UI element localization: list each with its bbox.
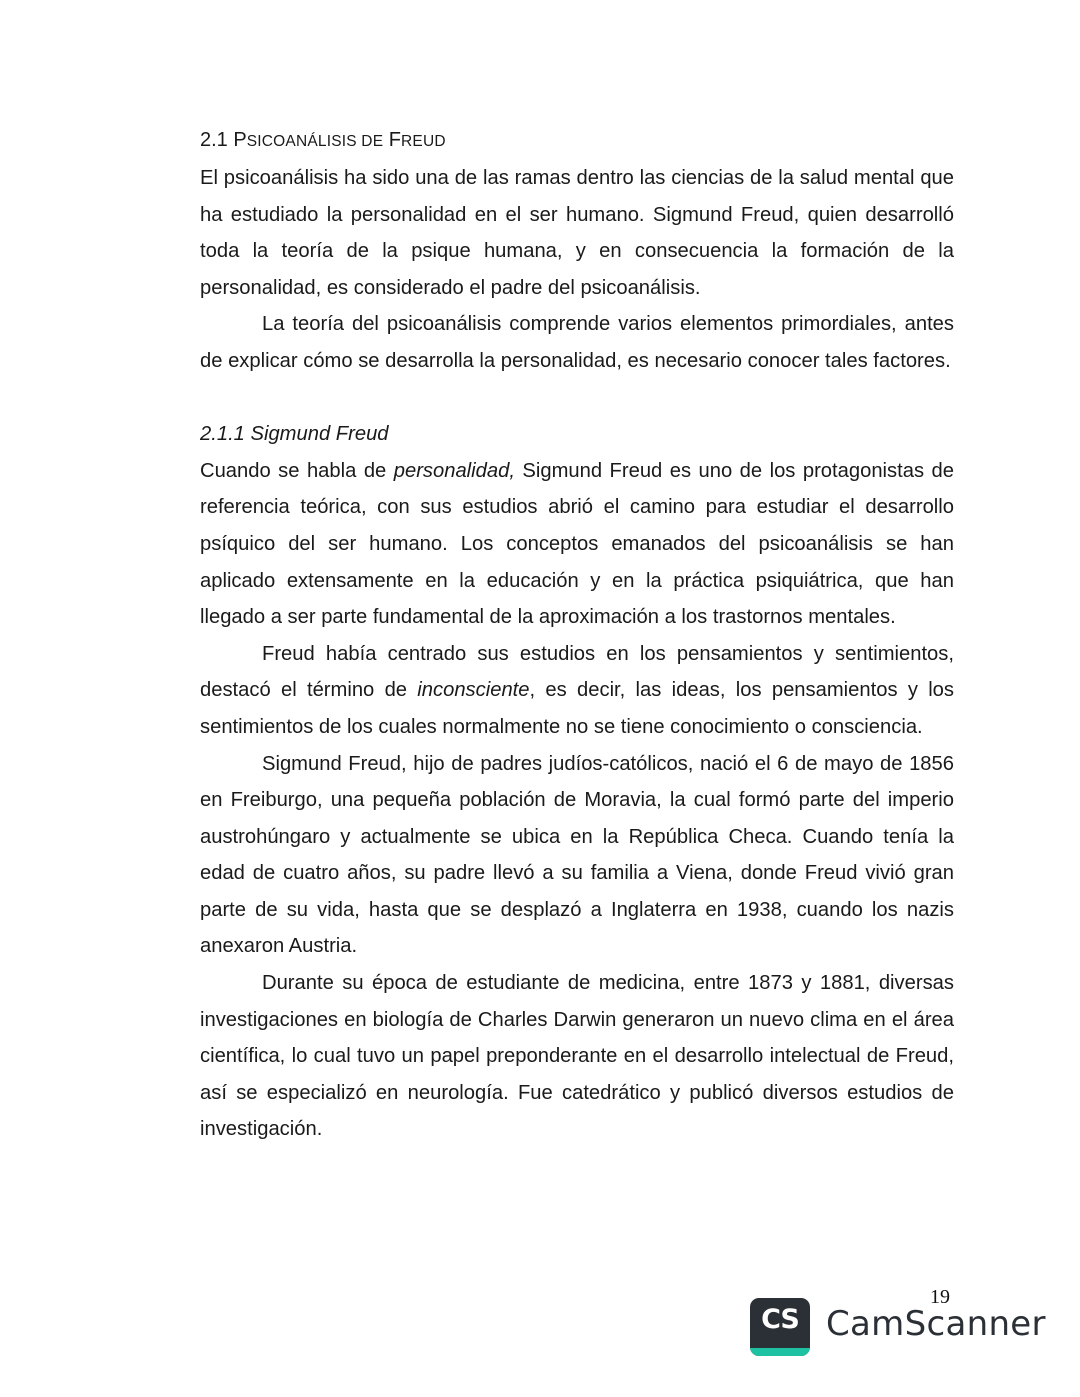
subsection-heading: 2.1.1 Sigmund Freud (200, 423, 389, 446)
paragraph-3-after: Sigmund Freud es uno de los protagonistas de referencia teórica, con sus estudios abrió el camino para estudiar el desarrollo psíquico del ser humano. Los conceptos emanados del psicoanálisis se han aplicado extensamente en la educación y en la práctica psiquiátrica, que han llegado a ser parte fundamental de la aproximación a los trastornos mentales. (200, 459, 954, 629)
camscanner-logo-icon (750, 1298, 810, 1356)
paragraph-3-emphasis: personalidad, (393, 459, 515, 482)
paragraph-3-before: Cuando se habla de (200, 459, 394, 482)
paragraph-4-emphasis: inconsciente (417, 679, 530, 702)
paragraph-1: El psicoanálisis ha sido una de las ramas dentro las ciencias de la salud mental que ha estudiado la personalidad en el ser humano. Sigmund Freud, quien desarrolló toda la teoría de la psique humana, y en consecuencia la formación de la personalidad, es considerado el padre del psicoanálisis. (200, 167, 954, 299)
section-heading (200, 122, 954, 160)
section-spacer (200, 380, 954, 417)
paragraph-6: Durante su época de estudiante de medicina, entre 1873 y 1881, diversas investigaciones en biología de Charles Darwin generaron un nuevo clima en el área científica, lo cual tuvo un papel preponderante en el desarrollo intelectual de Freud, así se especializó en neurología. Fue catedrático y publicó diversos estudios de investigación. (200, 972, 954, 1141)
section-title-initial-f: F (388, 129, 402, 151)
paragraph-4-after: , es decir, las ideas, los pensamientos y los sentimientos de los cuales normalmente no se tiene conocimiento o consciencia. (200, 679, 954, 738)
section-title-part-1: SICOANÁLISIS DE (246, 133, 384, 150)
paragraph-5: Sigmund Freud, hijo de padres judíos-católicos, nació el 6 de mayo de 1856 en Freiburgo, una pequeña población de Moravia, la cual formó parte del imperio austrohúngaro y actualmente se ubica en la República Checa. Cuando tenía la edad de cuatro años, su padre llevó a su familia a Viena, donde Freud vivió gran parte de su vida, hasta que se desplazó a Inglaterra en 1938, cuando los nazis anexaron Austria. (200, 752, 954, 958)
camscanner-watermark: CamScanner (826, 1304, 1046, 1344)
camscanner-logo-bar (750, 1348, 810, 1356)
camscanner-logo-text: CS (761, 1304, 799, 1335)
paragraph-4-before: Freud había centrado sus estudios en los pensamientos y sentimientos, destacó el término de (200, 642, 954, 702)
paragraph-2: La teoría del psicoanálisis comprende varios elementos primordiales, antes de explicar cómo se desarrolla la personalidad, es necesario conocer tales factores. (200, 313, 954, 372)
paragraph-3 (200, 453, 954, 636)
section-title-part-2: REUD (401, 133, 446, 150)
section-number: 2.1 (200, 129, 228, 151)
document-page (200, 122, 954, 1148)
paragraph-4 (200, 636, 954, 746)
page-number: 19 (930, 1286, 950, 1308)
section-title-initial-p: P (233, 129, 247, 151)
